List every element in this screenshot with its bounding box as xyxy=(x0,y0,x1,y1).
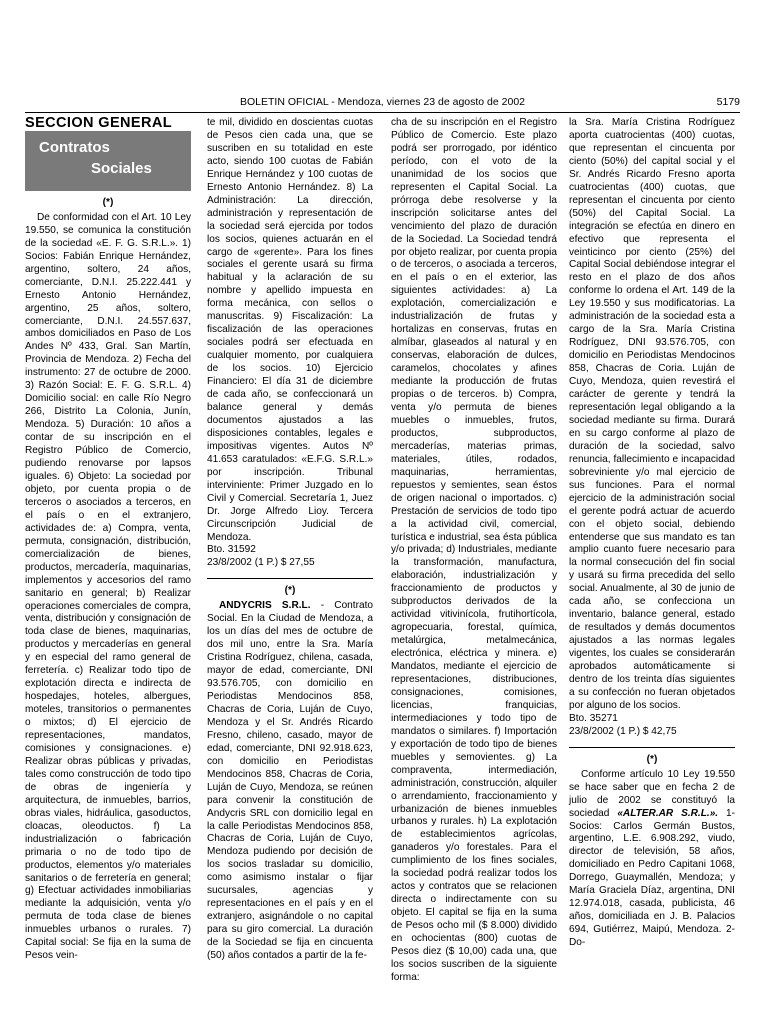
andycris-date-price: 23/8/2002 (1 P.) $ 42,75 xyxy=(569,725,677,737)
entry-separator xyxy=(569,747,735,748)
section-subtitle-sociales: Sociales xyxy=(91,159,152,177)
header-rule xyxy=(25,112,740,113)
andycris-text-part-1-body: - Contrato Social. En la Ciudad de Mendoza, a los un días del mes de octubre de dos mil uno, entre la Sra. María Cristina Rodríguez, chilena, casada, mayor de edad, comerciante, DNI 93.576.705, con domicilio en Periodistas Mendocinos 858, Chacras de Coria, Luján de Cuyo, Mendoza y el Sr. Andrés Ricardo Fresno, chileno, casado, mayor de edad, comerciante, DNI 92.918.623, con domicilio en Periodistas Mendocinos 858, Chacras de Coria, Luján de Cuyo, Mendoza, se reúnen para convenir la constitución de Andycris SRL con domicilio legal en la calle Periodistas Mendocinos 858, Chacras de Coria, Luján de Cuyo, Mendoza pudiendo por decisión de los socios trasladar su domicilio, como asimismo instalar o fijar sucursales, agencias y representaciones en el país y en el extranjero, asignándole o no capital para su giro comercial. La duración de la Sociedad se fija en cincuenta (50) años contados a partir de la fe- xyxy=(207,600,373,962)
column-4 xyxy=(569,117,735,950)
efg-date-price: 23/8/2002 (1 P.) $ 27,55 xyxy=(207,557,315,569)
column-1 xyxy=(25,117,191,963)
bulletin-title: BOLETIN OFICIAL - Mendoza, viernes 23 de agosto de 2002 xyxy=(239,96,525,108)
andycris-text-part-1 xyxy=(207,600,373,963)
entry-marker: (*) xyxy=(102,196,114,208)
column-2 xyxy=(207,117,373,963)
page-number: 5179 xyxy=(716,96,740,108)
column-3 xyxy=(391,117,557,985)
section-title: SECCION GENERAL xyxy=(25,115,172,131)
andycris-text-part-2: cha de su inscripción en el Registro Público de Comercio. Este plazo podrá ser prorrogado, por idéntico período, con el voto de la unanimidad de los socios que representen el Capital Social. La prórroga debe resolverse y la inscripción solicitarse antes del vencimiento del plazo de duración de la Sociedad. La Sociedad tendrá por objeto realizar, por cuenta propia o de terceros, o asociada a terceros, en el país o en el exterior, las siguientes actividades: a) La explotación, comercialización e industrialización de frutas y hortalizas en conservas, frutas en almíbar, glaseados al natural y en conservas, elaboración de dulces, caramelos, chocolates y afines mediante la producción de frutas propias o de terceros. b) Compra, venta y/o permuta de bienes muebles o inmuebles, frutos, productos, subproductos, mercaderías, materias primas, materiales, útiles, rodados, maquinarias, herramientas, repuestos y semientes, sean éstos de origen nacional o importados. c) Prestación de servicios de todo tipo a la actividad civil, comercial, turística e industrial, sea ésta pública y/o privada; d) Industriales, mediante la transformación, manufactura, elaboración, industrialización y fraccionamiento de productos y subproductos derivados de la actividad vitivinícola, frutihortícola, agropecuaria, forestal, química, metalúrgica, metalmecánica, electrónica, eléctrica y minera. e) Mandatos, mediante el ejercicio de representaciones, distribuciones, consignaciones, comisiones, licencias, franquicias, intermediaciones y todo tipo de mandatos o similares. f) Importación y exportación de todo tipo de bienes muebles y semovientes. g) La compraventa, intermediación, administración, construcción, alquiler o arrendamiento, fraccionamiento y urbanización de bienes inmuebles urbanos y rurales. h) La explotación de establecimientos agrícolas, ganaderos y/o forestales. Para el cumplimiento de los fines sociales, la sociedad podrá realizar todos los actos y contratos que se relacionen directa o indirectamente con su objeto. El capital se fija en la suma de Pesos ocho mil ($ 8.000) dividido en ochocientas (800) cuotas de Pesos diez ($ 10,00) cada una, que los socios suscriben de la siguiente forma: xyxy=(391,117,557,983)
entry-marker: (*) xyxy=(646,753,658,765)
efg-text-part-2: te mil, dividido en doscientas cuotas de Pesos cien cada una, que se suscriben en su totalidad en este acto, siendo 100 cuotas de Fabián Enrique Hernández y 100 cuotas de Ernesto Antonio Hernández. 8) La Administración: La dirección, administración y representación de la sociedad será ejercida por todos los socios, quienes actuarán en el cargo de «gerente». Para los fines sociales el gerente usará su firma habitual y la aclaración de su nombre y apellido impuesta en forma mecánica, con sellos o manuscritas. 9) Fiscalización: La fiscalización de las operaciones sociales podrá ser efectuada en cualquier momento, por cualquiera de los socios. 10) Ejercicio Financiero: El día 31 de diciembre de cada año, se confeccionará un balance general y demás documentos ajustados a las disposiciones contables, legales e impositivas vigentes. Autos Nº 41.653 caratulados: «E.F.G. S.R.L.» por inscripción. Tribunal interviniente: Primer Juzgado en lo Civil y Comercial. Secretaría 1, Juez Dr. Jorge Alfredo Lioy. Tercera Circunscripción Judicial de Mendoza. xyxy=(207,117,373,543)
efg-text-part-1: De conformidad con el Art. 10 Ley 19.550, se comunica la constitución de la sociedad «E. F. G. S.R.L.». 1) Socios: Fabián Enrique Hernández, argentino, soltero, 24 años, comerciante, D.N.I. 25.222.441 y Ernesto Antonio Hernández, argentino, 25 años, soltero, comerciante, D.N.I. 24.557.637, ambos domiciliados en Paso de Los Andes Nº 433, Gral. San Martín, Provincia de Mendoza. 2) Fecha del instrumento: 27 de octubre de 2000. 3) Razón Social: E. F. G. S.R.L. 4) Domicilio social: en calle Río Negro 266, Distrito La Colonia, Junín, Mendoza. 5) Duración: 10 años a contar de su inscripción en el Registro Público de Comercio, pudiendo renovarse por lapsos iguales. 6) Objeto: La sociedad por objeto, por cuenta propia o de terceros o asociados a terceros, en el país o en el extranjero, actividades de: a) Compra, venta, permuta, consignación, distribución, comercialización de bienes, productos, mercadería, maquinarias, implementos y accesorios del ramo sanitario en general; b) Realizar operaciones comerciales de compra, venta, distribución y consignación de toda clase de bienes, maquinarias, productos y mercaderías en general y en especial del ramo general de ferretería. c) Realizar todo tipo de explotación directa e indirecta de hospedajes, hoteles, albergues, moteles, transitorios o permanentes o mixtos; d) El ejercicio de representaciones, mandatos, comisiones y consignaciones. e) Realizar obras públicas y privadas, tales como construcción de todo tipo de obras de ingeniería y arquitectura, de inmuebles, barrios, obras viales, hidráulica, gasoductos, cloacas, oleoductos. f) La industrialización o fabricación primaria o no de todo tipo de productos, elementos y/o materiales sanitarios o de ferretería en general; g) Efectuar actividades inmobiliarias mediante la adquisición, venta y/o permuta de toda clase de bienes inmuebles urbanos o rurales. 7) Capital social: Se fija en la suma de Pesos vein- xyxy=(25,211,191,962)
alter-text-intro: Conforme artículo 10 Ley 19.550 se hace saber que en fecha 2 de julio de 2002 se constituyó la sociedad xyxy=(569,768,735,819)
section-subtitle-contratos: Contratos xyxy=(39,138,110,156)
entry-marker: (*) xyxy=(284,585,296,597)
section-banner xyxy=(25,131,191,191)
alter-text xyxy=(569,769,735,950)
andycris-name: ANDYCRIS S.R.L. xyxy=(219,600,311,612)
alter-name: «ALTER.AR S.R.L.». xyxy=(617,807,719,819)
entry-separator xyxy=(207,578,373,579)
andycris-bto: Bto. 35271 xyxy=(569,712,618,724)
andycris-text-part-3: la Sra. María Cristina Rodríguez aporta cuatrocientas (400) cuotas, que representan el cincuenta por ciento (50%) del capital social y el Sr. Andrés Ricardo Fresno aporta cuatrocientas (400) cuotas, que representan el cincuenta por ciento (50%) del Capital Social. La integración se efectúa en dinero en efectivo que representa el veinticinco por ciento (25%) del Capital Social debiéndose integrar el resto en el plazo de dos años conforme lo ordena el Art. 149 de la Ley 19.550 y sus modificatorias. La administración de la sociedad esta a cargo de la Sra. María Cristina Rodríguez, DNI 93.576.705, con domicilio en Periodistas Mendocinos 858, Chacras de Coria. Luján de Cuyo, Mendoza, quien revestirá el carácter de gerente y tendrá la representación legal obligando a la sociedad mediante su firma. Durará en su cargo conforme al plazo de duración de la sociedad, salvo renuncia, fallecimiento e incapacidad sobreviniente y/o mal ejercicio de sus funciones. Para el normal ejercicio de la administración social el gerente podrá actuar de acuerdo con el objeto social, debiendo entenderse que sus mandato es tan amplio cuanto fuere necesario para la normal consecución del fin social y usará su firma precedida del sello social. Anualmente, al 30 de junio de cada año, se confecciona un inventario, balance general, estado de resultados y demás documentos ajustados a las normas legales vigentes, los cuales se considerarán aprobados automáticamente si dentro de los treinta días siguientes a su confección no fueran objetados por alguno de los socios. xyxy=(569,117,735,711)
bulletin-header xyxy=(25,96,740,112)
efg-bto: Bto. 31592 xyxy=(207,544,256,556)
alter-text-body: 1- Socios: Carlos Germán Bustos, argentino, L.E. 6.908.292, viudo, director de televisión, 58 años, domiciliado en Pedro Capitani 1068, Dorrego, Guaymallén, Mendoza; y María Graciela Díaz, argentina, DNI 12.974.018, casada, publicista, 46 años, domiciliada en J. B. Palacios 694, Gutiérrez, Maipú, Mendoza. 2- Do- xyxy=(569,807,736,949)
